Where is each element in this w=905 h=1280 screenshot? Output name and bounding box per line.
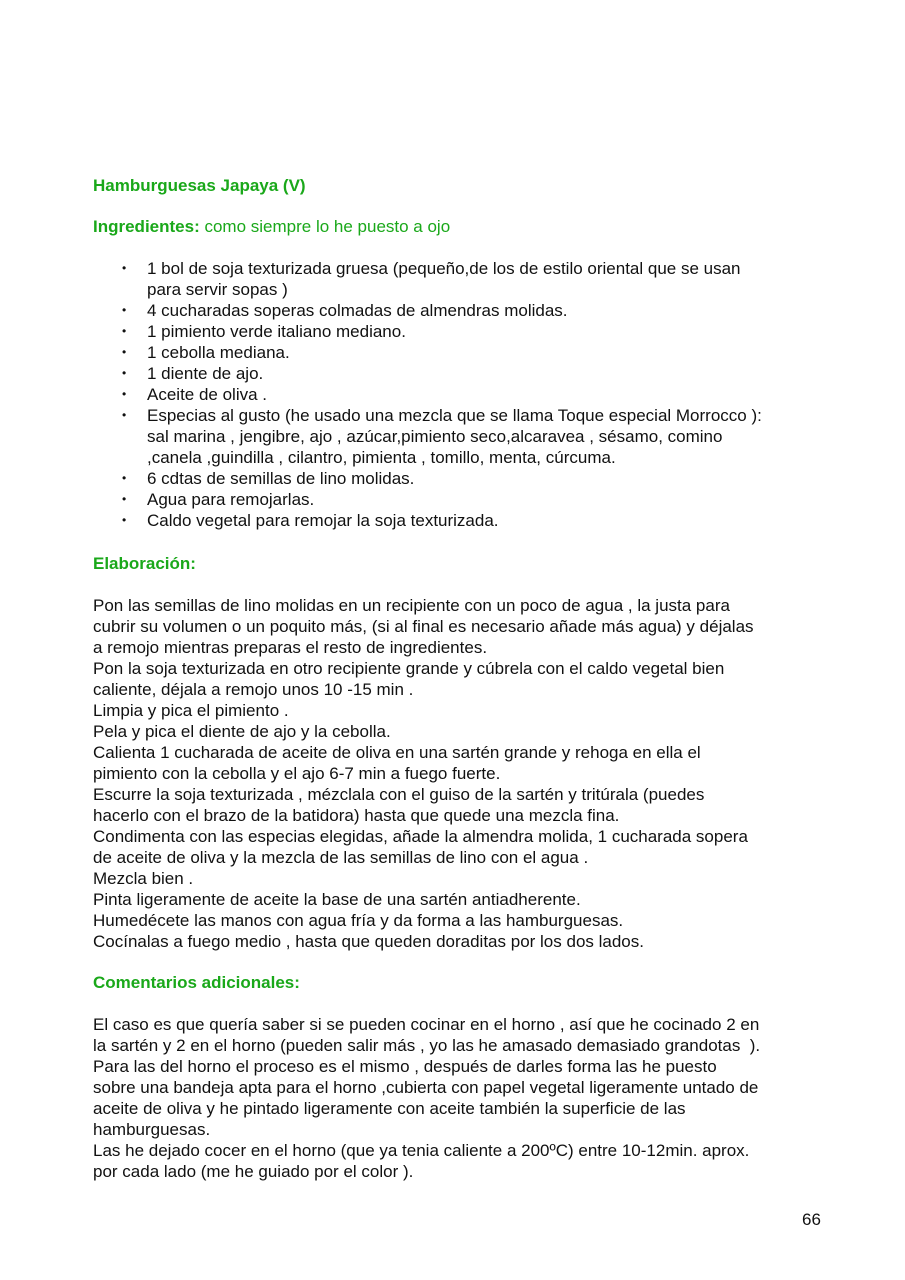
ingredient-text-line: Especias al gusto (he usado una mezcla que se llama Toque especial Morrocco ): (147, 406, 762, 425)
elaboracion-line: caliente, déjala a remojo unos 10 -15 min . (93, 680, 414, 699)
bullet-icon: • (122, 303, 127, 317)
comentarios-line: la sartén y 2 en el horno (pueden salir más , yo las he amasado demasiado grandotas ). (93, 1036, 761, 1055)
ingredient-text-line: 1 bol de soja texturizada gruesa (pequeño,de los de estilo oriental que se usan (147, 259, 741, 278)
elaboracion-line: Calienta 1 cucharada de aceite de oliva en una sartén grande y rehoga en ella el (93, 743, 701, 762)
elaboracion-line: a remojo mientras preparas el resto de ingredientes. (93, 638, 488, 657)
bullet-icon: • (122, 261, 127, 275)
elaboracion-line: Humedécete las manos con agua fría y da forma a las hamburguesas. (93, 911, 624, 930)
comentarios-line: Las he dejado cocer en el horno (que ya tenia caliente a 200ºC) entre 10-12min. aprox. (93, 1141, 750, 1160)
ingredient-item (122, 489, 762, 510)
comentarios-line: por cada lado (me he guiado por el color ). (93, 1162, 414, 1181)
ingredient-item (122, 258, 762, 300)
ingredient-text-line: Caldo vegetal para remojar la soja texturizada. (147, 511, 499, 530)
ingredient-text-line: 4 cucharadas soperas colmadas de almendras molidas. (147, 301, 568, 320)
ingredient-item (122, 321, 762, 342)
recipe-title: Hamburguesas Japaya (V) (93, 176, 306, 195)
comentarios-heading: Comentarios adicionales: (93, 973, 300, 992)
comentarios-line: sobre una bandeja apta para el horno ,cubierta con papel vegetal ligeramente untado de (93, 1078, 759, 1097)
comentarios-line: aceite de oliva y he pintado ligeramente con aceite también la superficie de las (93, 1099, 686, 1118)
ingredient-text-line: Agua para remojarlas. (147, 490, 315, 509)
elaboracion-line: Pon la soja texturizada en otro recipiente grande y cúbrela con el caldo vegetal bien (93, 659, 725, 678)
bullet-icon: • (122, 345, 127, 359)
bullet-icon: • (122, 408, 127, 422)
ingredient-text-line: 1 cebolla mediana. (147, 343, 290, 362)
ingredient-item (122, 405, 762, 468)
ingredients-label: Ingredientes: (93, 217, 200, 236)
comentarios-line: hamburguesas. (93, 1120, 211, 1139)
elaboracion-line: Cocínalas a fuego medio , hasta que queden doraditas por los dos lados. (93, 932, 644, 951)
ingredient-text-line: Aceite de oliva . (147, 385, 268, 404)
ingredient-item (122, 384, 762, 405)
elaboracion-line: Mezcla bien . (93, 869, 194, 888)
elaboracion-line: Condimenta con las especias elegidas, añade la almendra molida, 1 cucharada sopera (93, 827, 748, 846)
ingredients-heading (93, 216, 450, 237)
ingredients-list (122, 258, 762, 531)
elaboracion-heading: Elaboración: (93, 554, 196, 573)
bullet-icon: • (122, 366, 127, 380)
ingredient-item (122, 510, 762, 531)
bullet-icon: • (122, 387, 127, 401)
ingredient-text-line: 1 pimiento verde italiano mediano. (147, 322, 406, 341)
elaboracion-line: cubrir su volumen o un poquito más, (si al final es necesario añade más agua) y déjalas (93, 617, 754, 636)
comentarios-body (93, 1014, 760, 1182)
elaboracion-line: Pon las semillas de lino molidas en un recipiente con un poco de agua , la justa para (93, 596, 730, 615)
page-number: 66 (802, 1210, 821, 1229)
bullet-icon: • (122, 492, 127, 506)
comentarios-line: El caso es que quería saber si se pueden cocinar en el horno , así que he cocinado 2 en (93, 1015, 760, 1034)
elaboracion-line: Pinta ligeramente de aceite la base de una sartén antiadherente. (93, 890, 581, 909)
elaboracion-line: Pela y pica el diente de ajo y la cebolla. (93, 722, 391, 741)
elaboracion-line: pimiento con la cebolla y el ajo 6-7 min a fuego fuerte. (93, 764, 501, 783)
ingredient-text-line: sal marina , jengibre, ajo , azúcar,pimiento seco,alcaravea , sésamo, comino (147, 427, 723, 446)
ingredient-item (122, 363, 762, 384)
ingredient-text-line: 1 diente de ajo. (147, 364, 264, 383)
ingredients-note: como siempre lo he puesto a ojo (199, 217, 451, 236)
elaboracion-line: Escurre la soja texturizada , mézclala con el guiso de la sartén y tritúrala (puedes (93, 785, 705, 804)
ingredient-item (122, 300, 762, 321)
ingredient-item (122, 468, 762, 489)
elaboracion-line: hacerlo con el brazo de la batidora) hasta que quede una mezcla fina. (93, 806, 620, 825)
bullet-icon: • (122, 324, 127, 338)
elaboracion-line: Limpia y pica el pimiento . (93, 701, 289, 720)
bullet-icon: • (122, 513, 127, 527)
ingredient-item (122, 342, 762, 363)
elaboracion-line: de aceite de oliva y la mezcla de las semillas de lino con el agua . (93, 848, 589, 867)
bullet-icon: • (122, 471, 127, 485)
elaboracion-body (93, 595, 754, 952)
ingredient-text-line: para servir sopas ) (147, 280, 288, 299)
comentarios-line: Para las del horno el proceso es el mismo , después de darles forma las he puesto (93, 1057, 717, 1076)
ingredient-text-line: ,canela ,guindilla , cilantro, pimienta , tomillo, menta, cúrcuma. (147, 448, 616, 467)
ingredient-text-line: 6 cdtas de semillas de lino molidas. (147, 469, 415, 488)
